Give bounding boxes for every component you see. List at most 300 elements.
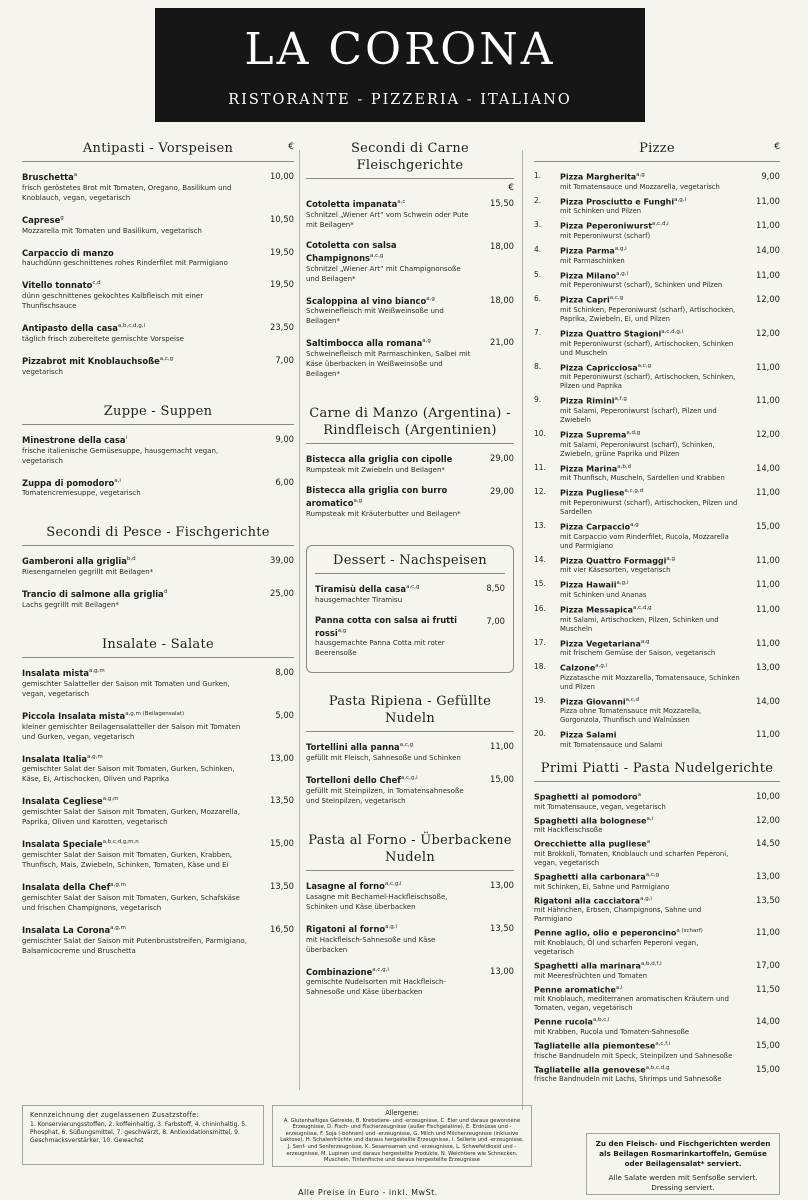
item-price: 18,00 [490, 240, 514, 251]
allergen-codes: a,c,g [637, 362, 652, 369]
menu-item [22, 246, 294, 269]
item-name: Bistecca alla griglia con cipolle [306, 453, 453, 464]
item-name: Spaghetti al pomodoro$^a$ [534, 792, 641, 802]
menu-item [534, 959, 780, 981]
item-name: Tagliatelle alla piemontese$^{a,c,f,i}$ [534, 1041, 671, 1051]
allergen-codes: a,g [636, 172, 645, 178]
allergen-codes: a,b,c,i [592, 1017, 610, 1024]
menu-item [534, 1063, 780, 1085]
menu-item [306, 336, 514, 379]
item-name: Scaloppina al vino bianco$^{a,g}$ [306, 295, 435, 306]
section-pizze [534, 140, 780, 750]
restaurant-header [155, 8, 645, 122]
item-price: 11,00 [756, 927, 780, 938]
item-number: 18. [534, 662, 546, 672]
allergen-codes: a,b,c,d,g,i [117, 323, 145, 330]
item-price: 13,00 [756, 662, 780, 673]
menu-item [22, 752, 294, 785]
allergen-codes: a,d,g [626, 429, 641, 436]
item-name: Pizza Giovanni$^{a,c,d}$ [560, 696, 640, 707]
item-description: mit Salami, Peperoniwurst (scharf), Schinken, Zwiebeln, grüne Paprika und Pilzen [560, 440, 715, 458]
section-title: Secondi di Carne Fleischgerichte [306, 140, 514, 179]
allergen-codes: a,g,i [595, 663, 608, 670]
section-title: Insalate - Salate [22, 636, 294, 658]
item-name: Rigatoni alla cacciatora$^{a,g,i}$ [534, 895, 652, 906]
item-number: 4. [534, 244, 542, 254]
item-price: 14,00 [756, 1016, 780, 1027]
allergen-codes: i [125, 434, 128, 441]
menu-item [534, 637, 780, 659]
item-description: gemischte Nudelsorten mit Hackfleisch-Sahnesoße und Käse überbacken [306, 978, 446, 997]
menu-item [534, 170, 780, 192]
item-description: hauchdünn geschnittenes rohes Rinderfilet mit Parmigiano [22, 259, 228, 268]
item-description: frische Bandnudeln mit Speck, Steinpilzen und Sahnesoße [534, 1051, 733, 1060]
allergen-codes: a,b,d,f,i [640, 961, 662, 968]
menu-item [534, 327, 780, 358]
item-name: Caprese$^g$ [22, 214, 64, 225]
item-description: mit vier Käsesorten, vegetarisch [560, 566, 671, 575]
menu-item [534, 728, 780, 750]
item-description: Pizzatasche mit Mozzarella, Tomatensauce, Schinken und Pilzen [560, 673, 740, 691]
allergens-title: Allergene: [385, 1109, 419, 1117]
item-description: gemischter Salat der Saison mit Putenbruststreifen, Parmigiano, Balsamicocreme und Bruschetta [22, 936, 247, 955]
menu-item [534, 578, 780, 600]
item-price: 19,50 [270, 279, 294, 290]
item-name: Pizza Hawaii$^{a,g,i}$ [560, 580, 629, 590]
section-manzo [306, 405, 514, 519]
menu-item [534, 661, 780, 692]
item-description: mit Salami, Artischocken, Pilzen, Schinken und Muscheln [560, 615, 719, 633]
sides-note [586, 1133, 780, 1195]
allergen-codes: a,g,m [89, 667, 105, 674]
menu-item [534, 428, 780, 459]
menu-item [534, 603, 780, 634]
allergen-codes: a,c,g [406, 583, 420, 590]
item-description: kleiner gemischter Beilagensalatteller der Saison mit Tomaten und Gurken, vegan, vegetarisch [22, 722, 241, 741]
menu-item [534, 1015, 780, 1037]
section-title: Pasta al Forno - Überbackene Nudeln [306, 832, 514, 871]
item-name: Pizza Parma$^{a,g,i}$ [560, 245, 627, 256]
item-price: 29,00 [490, 485, 514, 496]
section-pesce [22, 524, 294, 610]
item-description: gefüllt mit Fleisch, Sahnesoße und Schinken [306, 754, 461, 763]
menu-item [534, 983, 780, 1014]
item-name: Insalata mista$^{a,g,m}$ [22, 667, 105, 678]
item-description: mit Peperoniwurst (scharf), Artischocken, Pilzen und Sardellen [560, 498, 738, 516]
item-description: dünn geschnittenes gekochtes Kalbfleisch mit einer Thunfischsauce [22, 292, 204, 311]
item-name: Antipasto della casa$^{a,b,c,d,g,i}$ [22, 322, 145, 333]
menu-item [534, 790, 780, 812]
item-description: Rumpsteak mit Zwiebeln und Beilagen* [306, 465, 445, 474]
item-name: Pizza Vegetariana$^{a,g}$ [560, 638, 650, 649]
item-price: 13,50 [490, 922, 514, 933]
sides-text: Zu den Fleisch- und Fischgerichten werden als Beilagen Rosmarinkartoffeln, Gemüse oder Beilagensalat* serviert. [595, 1139, 771, 1168]
menu-item [22, 794, 294, 827]
item-name: Pizza Margherita$^{a,g}$ [560, 172, 645, 182]
menu-item [306, 240, 514, 284]
allergen-codes: a,g,m [110, 924, 126, 931]
menu-item [534, 814, 780, 836]
item-description: Schnitzel „Wiener Art“ vom Schwein oder Pute mit Beilagen* [306, 210, 469, 229]
allergen-codes: a,c,g [159, 355, 174, 362]
item-name: Spaghetti alla marinara$^{a,b,d,f,i}$ [534, 961, 662, 971]
menu-item [534, 394, 780, 425]
item-description: mit Brokkoli, Tomaten, Knoblauch und scharfen Peperoni, vegan, vegetarisch [534, 850, 729, 868]
item-number: 3. [534, 220, 542, 230]
item-price: 11,00 [756, 361, 780, 372]
item-name: Pizzabrot mit Knoblauchsoße$^{a,c,g}$ [22, 355, 174, 366]
section-antipasti [22, 140, 294, 377]
additives-title: Kennzeichnung der zugelassenen Zusatzstoffe: [30, 1111, 200, 1119]
menu-item [22, 554, 294, 577]
item-number: 15. [534, 579, 546, 589]
item-description: mit Schinken und Pilzen [560, 207, 642, 216]
menu-item [534, 837, 780, 868]
section-title: Pasta Ripiena - Gefüllte Nudeln [306, 693, 514, 732]
item-description: mit Salami, Peperoniwurst (scharf), Pilzen und Zwiebeln [560, 406, 717, 424]
section-insalate [22, 636, 294, 956]
item-price: 11,00 [756, 487, 780, 498]
item-name: Cotoletta con salsa Champignons$^{a,c,g}$ [306, 239, 397, 263]
item-price: 11,00 [756, 637, 780, 648]
item-name: Orecchiette alla pugliese$^a$ [534, 839, 651, 850]
item-description: mit Krabben, Rucola und Tomaten-Sahnesoße [534, 1028, 690, 1037]
item-price: 21,00 [490, 337, 514, 348]
item-description: mit Peperoniwurst (scharf), Artischocken, Schinken, Pilzen und Paprika [560, 373, 736, 391]
item-name: Insalata Cegliese$^{a,g,m}$ [22, 796, 119, 807]
allergen-codes: a (scharf) [676, 928, 703, 935]
item-price: 11,50 [756, 983, 780, 994]
item-name: Tortelloni dello Chef$^{a,c,g,i}$ [306, 774, 418, 785]
item-name: Penne aromatiche$^{a,i}$ [534, 984, 623, 995]
item-name: Insalata La Corona$^{a,g,m}$ [22, 924, 126, 935]
menu-item [534, 894, 780, 925]
item-name: Tiramisù della casa$^{a,c,g}$ [315, 583, 420, 594]
item-price: 8,50 [486, 582, 505, 593]
item-name: Combinazione$^{a,c,g,i}$ [306, 966, 389, 977]
item-description: mit Peperoniwurst (scharf), Schinken und Pilzen [560, 281, 723, 290]
item-description: mit Parmaschinken [560, 256, 625, 265]
item-price: 13,50 [756, 894, 780, 905]
allergen-codes: a,g,m [110, 881, 126, 888]
item-description: Lasagne mit Bechamel-Hackfleischsoße, Schinken und Käse überbacken [306, 892, 448, 911]
allergen-codes: a,g,m (Beilagensalat) [125, 710, 185, 717]
allergen-codes: a,i [114, 477, 121, 484]
section-carne [306, 140, 514, 379]
item-description: mit Hackfleisch-Sahnesoße und Käse überbacken [306, 935, 436, 954]
item-name: Insalata Speciale$^{a,b,c,d,g,m,n}$ [22, 838, 139, 849]
section-title: Primi Piatti - Pasta Nudelgerichte [534, 760, 780, 782]
additives-text: 1. Konservierungsstoffen, 2. koffeinhaltig, 3. Farbstoff, 4. chininhaltig, 5. Phosphat, 6. Süßungsmittel, 7. geschwärzt, 8. Antioxidationsmittel, 9. Geschmacksverstärker, 10. Gewachst [30, 1121, 247, 1144]
item-description: Pizza ohne Tomatensauce mit Mozzarella, Gorgonzola, Thunfisch und Walnüssen [560, 707, 702, 725]
menu-item [306, 740, 514, 763]
item-number: 1. [534, 171, 542, 180]
item-description: vegetarisch [22, 367, 63, 376]
menu-item [306, 879, 514, 912]
item-price: 15,00 [490, 774, 514, 785]
item-number: 7. [534, 327, 542, 337]
menu-item [22, 354, 294, 377]
allergen-codes: a,g [666, 555, 676, 562]
item-description: Rumpsteak mit Kräuterbutter und Beilagen* [306, 509, 461, 518]
item-name: Spaghetti alla bolognese$^{a,i}$ [534, 815, 654, 826]
item-price: 11,00 [756, 603, 780, 614]
item-name: Cotoletta impanata$^{a,c}$ [306, 198, 406, 209]
menu-item [22, 170, 294, 203]
currency-symbol: € [774, 142, 780, 152]
allergen-codes: a,c,g [645, 872, 660, 879]
item-price: 12,00 [756, 428, 780, 439]
menu-item [22, 433, 294, 466]
item-number: 6. [534, 294, 542, 304]
allergens-text: A. Glutenhaltiges Getreide, B. Krebstiere- und -erzeugnisse, C. Eier und daraus gewonnene Erzeugnisse, D. Fisch- und Fischerzeugnisse (außer Fischgelatine), E. Erdnüsse und -erzeugnisse, F. Soja (-bohnen) und -erzeugnisse, G. Milch und Milcherzeugnisse (inklusive Laktose), H. Schalenfrüchte und daraus hergestellte Erzeugnisse, I. Sellerie und -erzeugnisse, J. Senf- und Senferzeugnisse, K. Sesamsamen und -erzeugnisse, L. Schwefeldioxid und -erzeugnisse, M. Lupinen und daraus hergestellte Produkte, N. Weichtiere wie Schnecken, Muscheln, Tintenfische und daraus hergestellte Erzeugnisse [280, 1117, 524, 1164]
item-price: 8,00 [275, 666, 294, 677]
menu-item [22, 666, 294, 699]
menu-item [534, 520, 780, 551]
item-description: Riesengarnelen gegrillt mit Beilagen* [22, 568, 154, 577]
item-description: gemischter Salat der Saison mit Tomaten, Gurken, Krabben, Thunfisch, Mais, Zwiebeln, Schinken, Tomaten, Käse und Ei [22, 850, 233, 869]
menu-item [534, 926, 780, 957]
item-description: mit Schinken, Ei, Sahne und Parmigiano [534, 882, 670, 891]
item-description: mit Peperoniwurst (scharf) [560, 231, 651, 240]
currency-symbol: € [508, 183, 514, 193]
item-name: Insalata Italia$^{a,g,m}$ [22, 753, 103, 764]
menu-column-right [534, 140, 780, 1110]
item-number: 19. [534, 695, 546, 705]
item-description: mit Schinken und Ananas [560, 590, 647, 599]
item-price: 12,00 [756, 814, 780, 825]
item-price: 19,50 [270, 246, 294, 257]
menu-item [22, 321, 294, 344]
item-price: 13,00 [756, 871, 780, 882]
item-number: 9. [534, 395, 542, 405]
allergen-codes: a,c,f,i [655, 1041, 671, 1048]
allergen-codes: a,c [397, 199, 406, 205]
item-price: 10,00 [756, 791, 780, 802]
section-ripiena [306, 693, 514, 806]
allergen-codes: c,d [92, 280, 101, 287]
section-forno [306, 832, 514, 997]
allergen-codes: a,g,m [86, 753, 103, 760]
item-price: 11,00 [756, 579, 780, 590]
item-number: 14. [534, 554, 546, 564]
allergen-codes: d [163, 589, 168, 596]
item-name: Pizza Capri$^{a,c,g}$ [560, 295, 624, 305]
menu-item [22, 837, 294, 870]
item-price: 9,00 [275, 433, 294, 444]
item-description: mit frischem Gemüse der Saison, vegetarisch [560, 649, 716, 658]
allergen-codes: a [637, 792, 641, 799]
allergen-codes: a,g [353, 497, 363, 504]
menu-item [315, 615, 505, 659]
additives-note [22, 1105, 264, 1165]
item-description: Tomatencremesuppe, vegetarisch [22, 489, 141, 498]
item-price: 15,00 [756, 1040, 780, 1051]
item-description: mit Knoblauch, mediterranen aromatischen Kräutern und Tomaten, vegan, vegetarisch [534, 995, 729, 1013]
allergen-codes: a,g [640, 638, 650, 645]
item-price: 7,00 [275, 354, 294, 365]
allergen-codes: a,g,i [616, 270, 629, 277]
menu-item [534, 361, 780, 392]
item-name: Piccola Insalata mista$^{a,g,m (Beilagensalat)}$ [22, 710, 185, 721]
menu-item [306, 197, 514, 230]
item-description: mit Thunfisch, Muscheln, Sardellen und Krabben [560, 474, 725, 483]
item-description: gemischter Salat der Saison mit Tomaten, Gurken, Schinken, Käse, Ei, Artischocken, Oliven und Paprika [22, 765, 235, 784]
allergen-codes: a,g [337, 627, 347, 634]
item-price: 13,00 [490, 879, 514, 890]
allergen-codes: a,g [426, 295, 435, 302]
item-name: Pizza Milano$^{a,g,i}$ [560, 270, 629, 281]
item-description: Schweinefleisch mit Parmaschinken, Salbei mit Käse überbacken in Weißweinsoße und Beilagen* [306, 350, 471, 379]
item-description: hausgemachter Tiramisu [315, 595, 403, 604]
item-name: Tagliatelle alla genovese$^{a,b,c,d,g}$ [534, 1064, 670, 1075]
item-description: gemischter Salat der Saison mit Tomaten, Gurken, Mozzarella, Paprika, Oliven und Karotten, vegetarisch [22, 808, 240, 827]
item-name: Pizza Quattro Formaggi$^{a,g}$ [560, 555, 676, 566]
menu-item [306, 452, 514, 475]
item-number: 13. [534, 520, 546, 530]
section-zuppe [22, 403, 294, 499]
item-price: 12,00 [756, 327, 780, 338]
item-name: Pizza Suprema$^{a,d,g}$ [560, 429, 641, 440]
menu-item [22, 476, 294, 499]
menu-column-left [22, 140, 294, 982]
item-name: Spaghetti alla carbonara$^{a,c,g}$ [534, 872, 660, 882]
allergen-codes: a,c,g,i [400, 775, 418, 782]
item-price: 10,50 [270, 213, 294, 224]
item-number: 10. [534, 428, 546, 438]
column-divider [299, 150, 300, 1090]
item-name: Bruschetta$^a$ [22, 171, 78, 182]
item-price: 11,00 [756, 269, 780, 280]
item-name: Pizza Capricciosa$^{a,c,g}$ [560, 362, 652, 373]
section-title: Carne di Manzo (Argentina) - Rindfleisch (Argentinien) [306, 405, 514, 444]
item-name: Pizza Quattro Stagioni$^{a,c,d,g,i}$ [560, 328, 684, 339]
allergen-codes: a,c,d,g [633, 604, 652, 611]
item-price: 7,00 [486, 615, 505, 626]
menu-item [534, 1039, 780, 1061]
item-price: 13,50 [270, 880, 294, 891]
item-name: Pizza Prosciutto e Funghi$^{a,g,i}$ [560, 196, 686, 207]
section-title: Antipasti - Vorspeisen [22, 140, 294, 162]
item-description: mit Tomatensauce und Mozzarella, vegetarisch [560, 182, 720, 191]
item-number: 16. [534, 603, 546, 613]
allergen-codes: a,c,d,i [652, 221, 669, 228]
allergen-codes: a,c,g,i [384, 880, 402, 887]
item-price: 39,00 [270, 555, 294, 566]
allergen-codes: a,g,i [614, 245, 627, 252]
allergen-codes: a,g [422, 338, 431, 345]
item-name: Penne aglio, olio e peperoncino$^{a (scharf)}$ [534, 928, 703, 939]
menu-item [534, 695, 780, 726]
item-name: Lasagne al forno$^{a,c,g,i}$ [306, 880, 402, 891]
allergen-codes: g [60, 214, 64, 221]
item-description: mit Meeresfrüchten und Tomaten [534, 971, 647, 980]
item-price: 14,50 [756, 838, 780, 849]
item-name: Minestrone della casa$^i$ [22, 434, 128, 445]
price-footer: Alle Preise in Euro - inkl. MwSt. [298, 1188, 438, 1197]
item-description: mit Carpaccio vom Rinderfilet, Rucola, Mozzarella und Parmigiano [560, 532, 729, 550]
allergen-codes: b,d [126, 556, 136, 563]
section-dessert [306, 545, 514, 674]
item-description: Lachs gegrillt mit Beilagen* [22, 600, 119, 609]
allergen-codes: a,c,g,d [624, 488, 644, 495]
item-description: mit Hackfleischsoße [534, 826, 603, 835]
restaurant-subtitle: RISTORANTE - PIZZERIA - ITALIANO [228, 92, 572, 108]
allergen-codes: a [646, 839, 651, 846]
allergen-codes: a,g,i [385, 923, 398, 930]
item-name: Penne rucola$^{a,b,c,i}$ [534, 1017, 610, 1028]
allergen-codes: a [73, 172, 78, 178]
item-description: mit Schinken, Peperoniwurst (scharf), Artischocken, Paprika, Zwiebeln, Ei, und Pilzen [560, 305, 736, 323]
item-price: 17,00 [756, 960, 780, 971]
column-divider [522, 150, 523, 1110]
allergen-codes: a,c,g [609, 295, 624, 302]
menu-item [534, 244, 780, 266]
item-price: 13,50 [270, 795, 294, 806]
allergen-codes: a,b,c,d,g [645, 1064, 670, 1071]
item-name: Insalata della Chef$^{a,g,m}$ [22, 881, 126, 892]
item-price: 15,00 [756, 520, 780, 531]
menu-item [22, 923, 294, 956]
item-name: Trancio di salmone alla griglia$^d$ [22, 588, 168, 599]
item-price: 11,00 [756, 395, 780, 406]
item-price: 11,00 [756, 220, 780, 231]
item-description: Schnitzel „Wiener Art“ mit Champignonsoße und Beilagen* [306, 264, 461, 283]
allergen-codes: a,c,g,i [372, 966, 389, 973]
item-price: 5,00 [275, 709, 294, 720]
item-description: frisch geröstetes Brot mit Tomaten, Oregano, Basilikum und Knoblauch, vegan, vegetarisch [22, 183, 232, 202]
item-price: 15,50 [490, 198, 514, 208]
menu-item [306, 773, 514, 806]
allergens-note [272, 1105, 532, 1167]
allergen-codes: a,c,g [399, 742, 414, 749]
menu-item [306, 965, 514, 998]
item-price: 15,00 [270, 838, 294, 849]
item-price: 29,00 [490, 453, 514, 464]
item-price: 14,00 [756, 695, 780, 706]
menu-item [306, 294, 514, 327]
item-name: Panna cotta con salsa ai frutti rossi$^{a,g}$ [315, 614, 458, 638]
item-name: Calzone$^{a,g,i}$ [560, 663, 608, 673]
allergen-codes: a,c,g [370, 252, 384, 259]
item-name: Pizza Peperoniwurst$^{a,c,d,i}$ [560, 221, 669, 231]
section-title: Zuppe - Suppen [22, 403, 294, 425]
item-description: Schweinefleisch mit Weißweinsoße und Beilagen* [306, 307, 444, 326]
item-number: 17. [534, 637, 546, 647]
item-name: Pizza Pugliese$^{a,c,g,d}$ [560, 488, 644, 498]
item-description: mit Tomatensauce, vegan, vegetarisch [534, 802, 666, 811]
item-name: Pizza Marina$^{a,b,d}$ [560, 463, 632, 474]
menu-item [534, 486, 780, 517]
menu-item [306, 485, 514, 519]
menu-item [534, 293, 780, 324]
item-number: 20. [534, 729, 546, 739]
menu-item [22, 587, 294, 610]
item-description: hausgemachte Panna Cotta mit roter Beerensoße [315, 639, 445, 658]
item-price: 14,00 [756, 244, 780, 255]
item-description: gemischter Salat der Saison mit Tomaten, Gurken, Schafskäse und frischen Champignons, vegetarisch [22, 893, 240, 912]
menu-item [534, 269, 780, 291]
allergen-codes: a,c,d [625, 696, 640, 703]
dressing-text: Alle Salate werden mit Senfsoße serviert. Dressing serviert. [608, 1173, 758, 1192]
allergen-codes: a,c,d,g,i [661, 328, 684, 335]
item-price: 13,00 [490, 965, 514, 976]
item-name: Tortellini alla panna$^{a,c,g}$ [306, 742, 414, 753]
item-name: Pizza Carpaccio$^{a,g}$ [560, 521, 639, 532]
item-description: mit Hähnchen, Erbsen, Champignons, Sahne und Parmigiano [534, 906, 702, 924]
item-name: Gamberoni alla griglia$^{b,d}$ [22, 556, 136, 567]
item-price: 10,00 [270, 171, 294, 181]
